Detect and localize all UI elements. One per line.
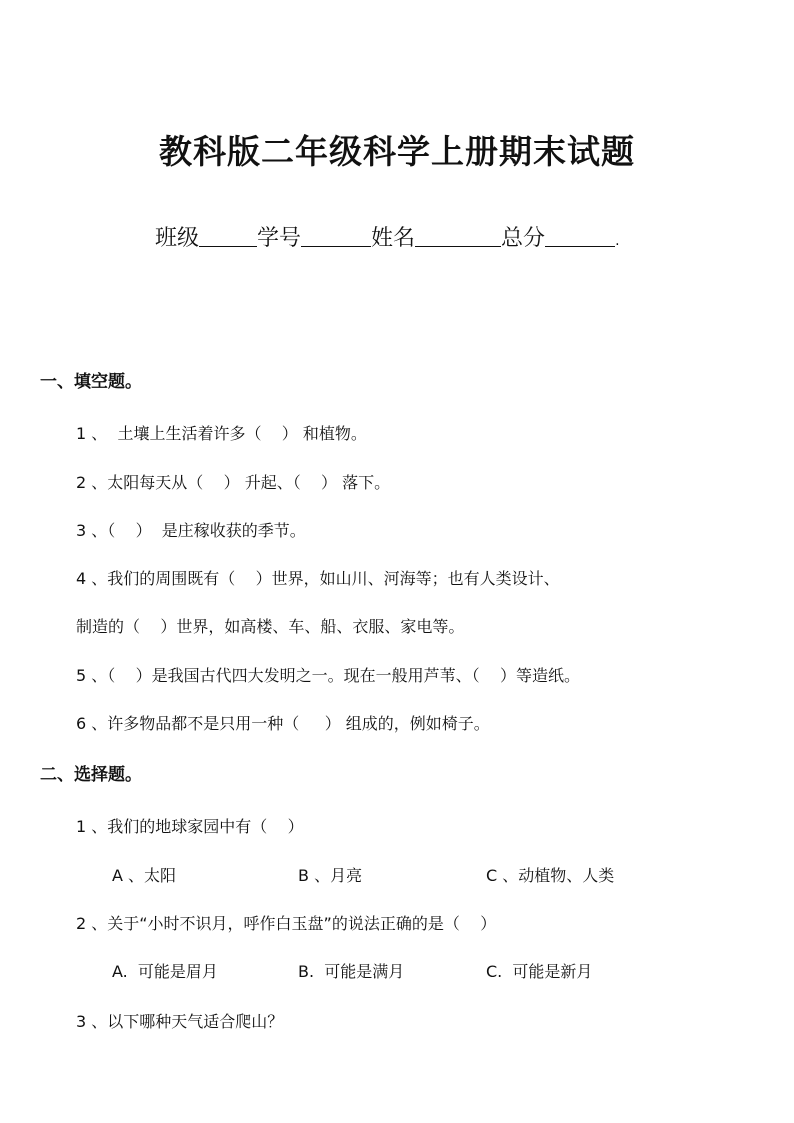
section-choice-heading: 二、选择题。 <box>40 765 142 785</box>
choice-question-2: 2 、关于“小时不识月，呼作白玉盘”的说法正确的是（ ） <box>76 914 497 933</box>
name-blank[interactable] <box>415 222 501 247</box>
option-c[interactable]: C. 可能是新月 <box>486 962 593 981</box>
number-label: 学号 <box>257 226 302 251</box>
choice-question-1: 1 、我们的地球家园中有（ ） <box>76 817 304 836</box>
number-blank[interactable] <box>301 222 371 247</box>
choice-question-3: 3 、以下哪种天气适合爬山？ <box>76 1012 284 1031</box>
option-c[interactable]: C 、动植物、人类 <box>486 866 615 885</box>
option-b[interactable]: B 、月亮 <box>298 866 363 885</box>
fill-question-6: 6 、许多物品都不是只用一种（ ） 组成的，例如椅子。 <box>76 714 490 733</box>
class-blank[interactable] <box>199 222 257 247</box>
fill-question-4-continued: 制造的（ ）世界，如高楼、车、船、衣服、家电等。 <box>76 617 465 636</box>
fill-question-5: 5 、（ ）是我国古代四大发明之一。现在一般用芦苇、（ ）等造纸。 <box>76 666 580 685</box>
option-a[interactable]: A. 可能是眉月 <box>112 962 218 981</box>
section-fill-blank-heading: 一、填空题。 <box>40 372 142 392</box>
student-info-line <box>155 222 620 256</box>
fill-question-3: 3 、（ ） 是庄稼收获的季节。 <box>76 521 306 540</box>
score-label: 总分 <box>501 226 546 251</box>
exam-title: 教科版二年级科学上册期末试题 <box>159 132 635 171</box>
name-label: 姓名 <box>371 226 416 251</box>
option-b[interactable]: B. 可能是满月 <box>298 962 405 981</box>
end-mark: . <box>615 233 620 249</box>
fill-question-1: 1 、 土壤上生活着许多（ ） 和植物。 <box>76 424 367 443</box>
choice-question-2-options <box>112 960 752 1056</box>
fill-question-2: 2 、太阳每天从（ ） 升起、（ ） 落下。 <box>76 473 391 492</box>
option-a[interactable]: A 、太阳 <box>112 866 177 885</box>
fill-question-4: 4 、我们的周围既有（ ）世界，如山川、河海等；也有人类设计、 <box>76 569 560 588</box>
score-blank[interactable] <box>545 222 615 247</box>
class-label: 班级 <box>155 226 200 251</box>
